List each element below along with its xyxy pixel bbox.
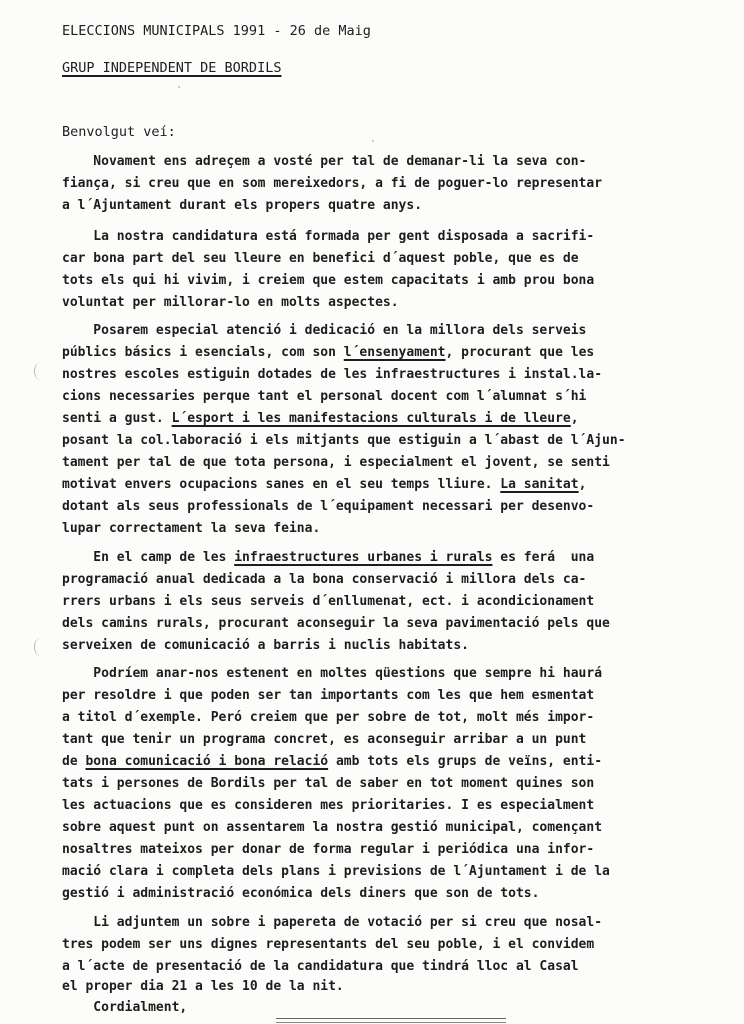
cropped-signature-line bbox=[276, 1014, 506, 1024]
paragraph-line: La nostra candidatura está formada per gent disposada a sacrifi- bbox=[62, 229, 595, 244]
underlined-phrase: bona comunicació i bona relació bbox=[85, 754, 329, 769]
paragraph-line: dels camins rurals, procurant aconseguir la seva pavimentació pels que bbox=[62, 616, 610, 631]
paragraph-line: tres podem ser uns dignes representants del seu poble, i el convidem bbox=[62, 937, 595, 952]
paragraph-line: gestió i administració económica dels diners que son de tots. bbox=[62, 886, 540, 901]
paragraph-line: tats i persones de Bordils per tal de saber en tot moment quines son bbox=[62, 776, 595, 791]
paragraph-line: Novament ens adreçem a vosté per tal de demanar-li la seva con- bbox=[62, 154, 587, 169]
paragraph-line: serveixen de comunicació a barris i nuclis habitats. bbox=[62, 638, 469, 653]
underlined-phrase: L´esport i les manifestacions culturals i de lleure bbox=[171, 411, 571, 426]
paragraph-line: senti a gust. L´esport i les manifestacions culturals i de lleure, bbox=[62, 411, 579, 426]
paragraph-line: sobre aquest punt on assentarem la nostra gestió municipal, començant bbox=[62, 820, 603, 835]
paragraph-line: posant la col.laboració i els mitjants que estiguin a l´abast de l´Ajun- bbox=[62, 433, 626, 448]
paragraph-line: nostres escoles estiguin dotades de les infraestructures i instal.la- bbox=[62, 367, 603, 382]
underlined-phrase: La sanitat bbox=[500, 477, 579, 492]
paragraph-line: el proper dia 21 a les 10 de la nit. bbox=[62, 979, 344, 994]
paragraph-line: Li adjuntem un sobre i papereta de votació per si creu que nosal- bbox=[62, 915, 603, 930]
cropped-text-strip bbox=[276, 1018, 506, 1023]
paragraph-line: Posarem especial atenció i dedicació en la millora dels serveis bbox=[62, 323, 587, 338]
paragraph-line: tament per tal de que tota persona, i especialment el jovent, se senti bbox=[62, 455, 610, 470]
paragraph-line: tant que tenir un programa concret, es aconseguir arribar a un punt bbox=[62, 732, 587, 747]
scan-speck bbox=[372, 140, 374, 142]
punch-hole-mark bbox=[34, 362, 47, 380]
paragraph-line: car bona part del seu lleure en benefici d´aquest poble, que es de bbox=[62, 251, 579, 266]
paragraph-line: mació clara i completa dels plans i previsions de l´Ajuntament i de la bbox=[62, 864, 610, 879]
paragraph-line: a titol d´exemple. Peró creiem que per sobre de tot, molt més impor- bbox=[62, 710, 595, 725]
paragraph-line: fiança, si creu que en som mereixedors, a fi de poguer-lo representar bbox=[62, 176, 603, 191]
paragraph-line: tots els qui hi vivim, i creiem que estem capacitats i amb prou bona bbox=[62, 273, 595, 288]
election-heading: ELECCIONS MUNICIPALS 1991 - 26 de Maig bbox=[62, 23, 371, 39]
paragraph-line: públics básics i esencials, com son l´ensenyament, procurant que les bbox=[62, 345, 595, 360]
paragraph-line: voluntat per millorar-lo en molts aspectes. bbox=[62, 295, 399, 310]
paragraph-line: a l´acte de presentació de la candidatura que tindrá lloc al Casal bbox=[62, 959, 579, 974]
paragraph-line: a l´Ajuntament durant els propers quatre anys. bbox=[62, 198, 423, 213]
paragraph-line: rrers urbans i els seus serveis d´enllumenat, ect. i acondicionament bbox=[62, 594, 595, 609]
paragraph-line: programació anual dedicada a la bona conservació i millora dels ca- bbox=[62, 572, 587, 587]
underlined-phrase: infraestructures urbanes i rurals bbox=[234, 550, 493, 565]
paragraph-line: per resoldre i que poden ser tan importants com les que hem esmentat bbox=[62, 688, 595, 703]
closing: Cordialment, bbox=[62, 1000, 188, 1015]
paragraph-line: cions necessaries perque tant el personal docent com l´alumnat s´hi bbox=[62, 389, 587, 404]
paragraph-line: En el camp de les infraestructures urbanes i rurals es ferá una bbox=[62, 550, 595, 565]
group-name-heading: GRUP INDEPENDENT DE BORDILS bbox=[62, 60, 282, 76]
underlined-phrase: l´ensenyament bbox=[343, 345, 446, 360]
paragraph-line: lupar correctament la seva feina. bbox=[62, 521, 321, 536]
scan-speck bbox=[178, 86, 180, 88]
paragraph-line: Podríem anar-nos estenent en moltes qüestions que sempre hi haurá bbox=[62, 666, 603, 681]
salutation: Benvolgut veí: bbox=[62, 124, 176, 140]
paragraph-line: de bona comunicació i bona relació amb tots els grups de veïns, enti- bbox=[62, 754, 603, 769]
paragraph-line: les actuacions que es consideren mes prioritaries. I es especialment bbox=[62, 798, 595, 813]
punch-hole-mark bbox=[34, 638, 47, 656]
paragraph-line: motivat envers ocupacions sanes en el seu temps lliure. La sanitat, bbox=[62, 477, 587, 492]
paragraph-line: dotant als seus professionals de l´equipament necessari per desenvo- bbox=[62, 499, 595, 514]
paragraph-line: nosaltres mateixos per donar de forma regular i periódica una infor- bbox=[62, 842, 595, 857]
